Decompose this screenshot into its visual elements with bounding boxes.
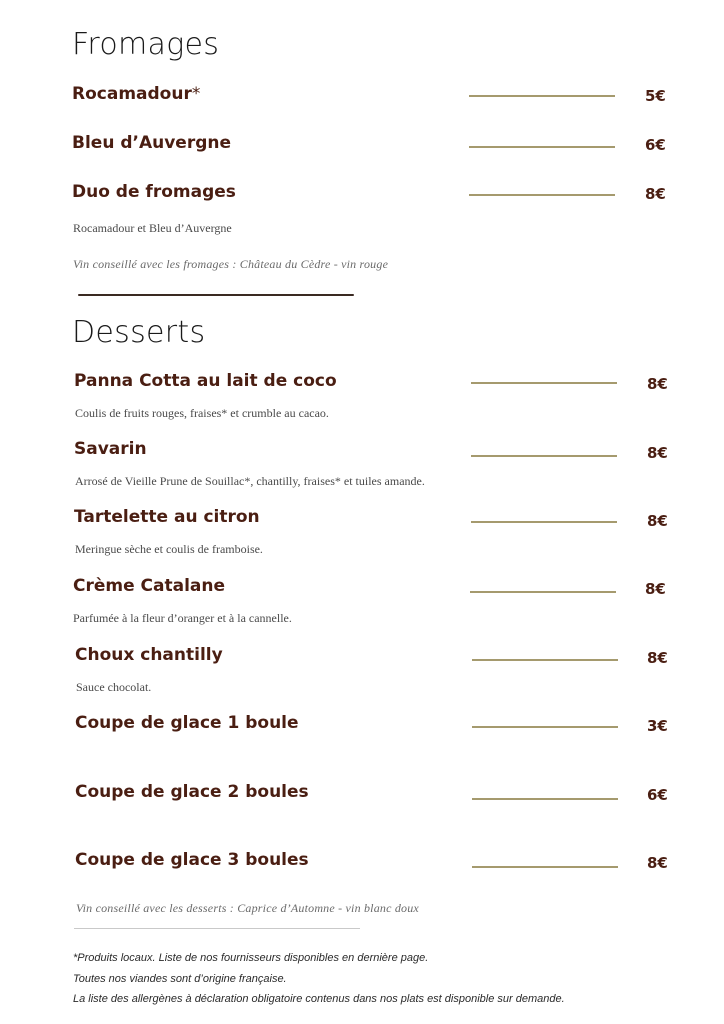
item-price: 6€	[645, 136, 666, 154]
item-price: 5€	[645, 87, 666, 105]
price-leader-line	[471, 382, 617, 384]
item-name-savarin: Savarin	[74, 439, 147, 459]
price-leader-line	[472, 659, 618, 661]
section-divider	[78, 294, 354, 296]
price-leader-line	[472, 798, 618, 800]
section-divider	[74, 928, 360, 929]
item-name-panna-cotta: Panna Cotta au lait de coco	[74, 371, 337, 391]
item-price: 8€	[645, 580, 666, 598]
item-description: Arrosé de Vieille Prune de Souillac*, chantilly, fraises* et tuiles amande.	[75, 474, 425, 488]
item-name-duo-fromages: Duo de fromages	[72, 182, 236, 202]
item-name-tartelette-citron: Tartelette au citron	[74, 507, 260, 527]
wine-pairing-fromages: Vin conseillé avec les fromages : Château du Cèdre - vin rouge	[73, 257, 389, 271]
price-leader-line	[472, 866, 618, 868]
footer-note: La liste des allergènes à déclaration obligatoire contenus dans nos plats est disponible sur demande.	[73, 993, 565, 1005]
section-title-desserts: Desserts	[72, 315, 206, 350]
item-price: 8€	[647, 649, 668, 667]
price-leader-line	[469, 146, 615, 148]
item-price: 8€	[647, 512, 668, 530]
item-name-bleu-auvergne: Bleu d’Auvergne	[72, 133, 232, 153]
item-price: 6€	[647, 786, 668, 804]
section-title-fromages: Fromages	[72, 27, 220, 62]
item-name-rocamadour: Rocamadour*	[72, 84, 201, 104]
wine-pairing-desserts: Vin conseillé avec les desserts : Caprice d’Automne - vin blanc doux	[76, 901, 419, 915]
footer-note: *Produits locaux. Liste de nos fournisseurs disponibles en dernière page.	[73, 952, 429, 964]
item-description: Coulis de fruits rouges, fraises* et crumble au cacao.	[75, 406, 329, 420]
price-leader-line	[469, 95, 615, 97]
item-name-coupe-2-boules: Coupe de glace 2 boules	[75, 782, 309, 802]
item-name-coupe-3-boules: Coupe de glace 3 boules	[75, 850, 309, 870]
item-description: Rocamadour et Bleu d’Auvergne	[73, 221, 232, 235]
price-leader-line	[469, 194, 615, 196]
item-name-choux-chantilly: Choux chantilly	[75, 645, 223, 665]
price-leader-line	[471, 521, 617, 523]
item-price: 8€	[647, 375, 668, 393]
local-product-mark: *	[191, 84, 201, 104]
item-name-creme-catalane: Crème Catalane	[73, 576, 226, 596]
item-price: 8€	[647, 854, 668, 872]
price-leader-line	[471, 455, 617, 457]
item-price: 3€	[647, 717, 668, 735]
price-leader-line	[470, 591, 616, 593]
item-description: Sauce chocolat.	[76, 680, 152, 694]
item-price: 8€	[647, 444, 668, 462]
item-price: 8€	[645, 185, 666, 203]
item-description: Parfumée à la fleur d’oranger et à la cannelle.	[73, 611, 292, 625]
price-leader-line	[472, 726, 618, 728]
footer-note: Toutes nos viandes sont d’origine française.	[73, 973, 287, 985]
item-name-coupe-1-boule: Coupe de glace 1 boule	[75, 713, 299, 733]
item-description: Meringue sèche et coulis de framboise.	[75, 542, 263, 556]
